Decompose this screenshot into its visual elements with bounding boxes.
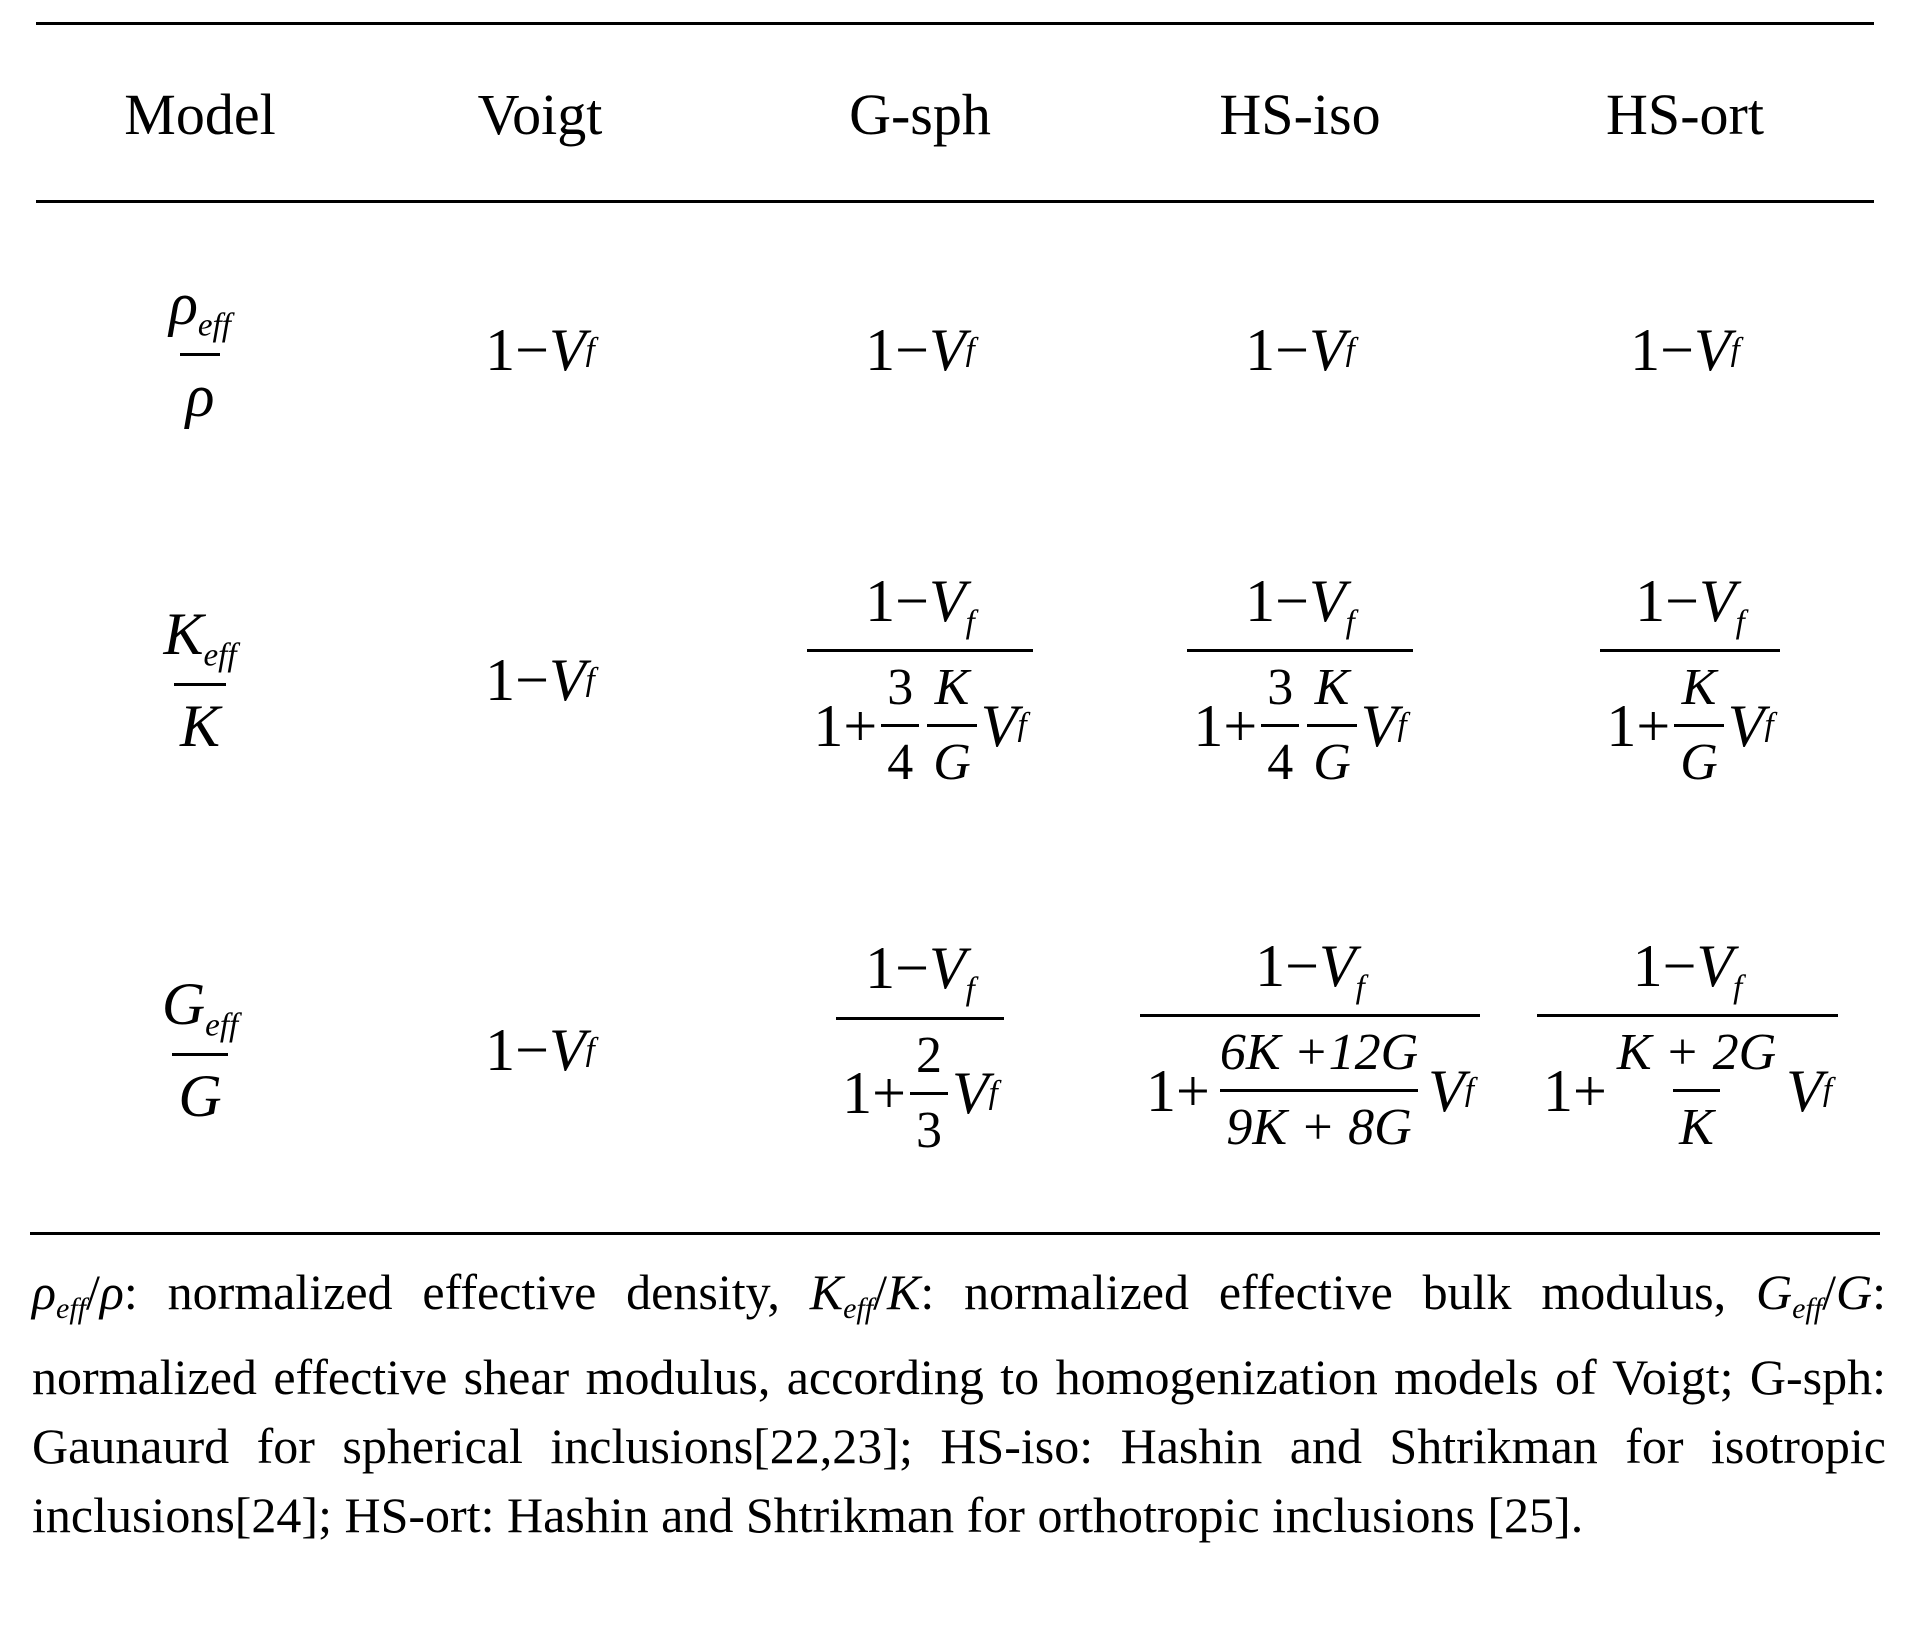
bottom-rule: [30, 1232, 1880, 1235]
header-model: Model: [124, 82, 276, 147]
row-bulk-label: $K_{eff}$ K: [163, 601, 237, 759]
row-density-voigt: 1 − V f: [485, 317, 595, 383]
row-shear-gsph: $1-V_f$ 1 + $\frac{2}{3}$ V f: [790, 925, 1050, 1170]
row-bulk-hsiso: $1-V_f$ 1 + $\frac{3}{4}$ K G V f: [1150, 555, 1450, 805]
header-hsort: HS-ort: [1606, 82, 1764, 147]
row-density-hsiso: 1 − V f: [1245, 317, 1355, 383]
row-bulk-hsort: $1-V_f$ 1 + $\frac{K}{G}$ V f: [1545, 555, 1835, 805]
row-density-hsort: 1 − V f: [1630, 317, 1740, 383]
header-gsph: G-sph: [849, 82, 991, 147]
row-shear-hsiso: $1-V_f$ 1 + $\frac{6K +12G}{9K + 8G}$ V f: [1110, 930, 1510, 1160]
header-rule: [36, 200, 1874, 203]
row-shear-hsort: $1-V_f$ 1 + $\frac{K + 2G}{K}$ V f: [1510, 930, 1865, 1160]
table-footnote: $\rho_{eff}/\rho$: normalized effective density, $K_{eff}/K$: normalized effective bulk modulus, $G_{eff}/G$: normalized effective shear modulus, according to homogenization models of Voigt; G-sph: Gaunaurd for spherical inclusions[22,23]; HS-iso: Hashin and Shtrikman for isotropic inclusions[24]; HS-ort: Hashin and Shtrikman for orthotropic inclusions [25].: [32, 1264, 1886, 1543]
row-bulk-gsph: $1-V_f$ 1 + $\frac{3}{4}$ K G V f: [770, 555, 1070, 805]
top-rule: [36, 22, 1874, 25]
row-shear-label: $G_{eff}$ G: [161, 971, 239, 1129]
row-density-gsph: 1 − V f: [865, 317, 975, 383]
row-shear-voigt: 1 − V f: [485, 1017, 595, 1083]
header-voigt: Voigt: [477, 82, 603, 147]
header-hsiso: HS-iso: [1219, 82, 1381, 147]
row-density-label: $\rho_{eff}$ ρ: [169, 271, 231, 429]
row-bulk-voigt: 1 − V f: [485, 647, 595, 713]
